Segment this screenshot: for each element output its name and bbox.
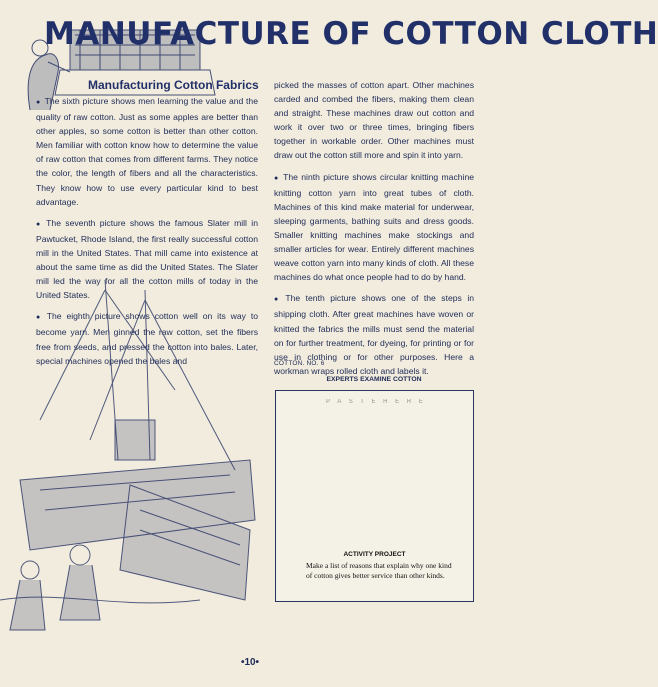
bullet-icon: ● — [274, 296, 282, 304]
ship-illustration — [0, 270, 275, 650]
page-number: •10• — [240, 657, 260, 668]
activity-project-text: Make a list of reasons that explain why one kind of cotton gives better service than other kinds. — [306, 561, 452, 580]
bullet-icon: ● — [36, 220, 43, 228]
paste-here-label: P A S T E H E R E — [326, 399, 426, 405]
paragraph-continued: picked the masses of cotton apart. Other machines carded and combed the fibers, making them clean and straight. These machines draw out cotton and work it over two or three times, bringing fibers together in workable order. Other machines must draw out the cotton still more and spin it into yarn. — [274, 80, 474, 161]
bullet-icon: ● — [274, 174, 280, 182]
paste-picture-box — [275, 390, 474, 602]
paragraph-seventh-picture: ● The seventh picture shows the famous Slater mill in Pawtucket, Rhode Island, the first really successful cotton mill in the United States. That mill came into existence at about the same time as did the United States. The Slater mill led the way for all the cotton mills of today in the United States. — [36, 217, 258, 301]
picture-number: COTTON. NO. 6 — [274, 360, 325, 367]
activity-project-title: ACTIVITY PROJECT — [343, 551, 406, 558]
bullet-icon: ● — [36, 99, 41, 106]
right-column — [274, 78, 474, 385]
picture-caption: EXPERTS EXAMINE COTTON — [326, 376, 422, 383]
paragraph-sixth-picture: ● The sixth picture shows men learning the value and the quality of raw cotton. Just as some apples are better than other apples, so some cotton is better than other cotton. Men familiar with cotton know how to determine the value of raw cotton that comes from different farms. They notice the color, the length of fibers and all the characteristics. They know how to use every particular kind to best advantage. — [36, 96, 258, 207]
bullet-icon: ● — [36, 314, 43, 322]
page-title: MANUFACTURE OF COTTON CLOTH — [44, 16, 658, 52]
paragraph-ninth-picture: ● The ninth picture shows circular knitting machine knitting cotton yarn into great tubes of cloth. Machines of this kind make material for underwear, sleeping garments, bathing suits and dress goods. Smaller knitting machines make stockings and smaller articles for wear. Entirely different machines weave cotton yarn into many kinds of cloth. All these machines do what once people had to do by hand. — [274, 171, 475, 283]
paragraph-tenth-picture: ● The tenth picture shows one of the steps in shipping cloth. After great machines have woven or knitted the fabrics the mills must send the material on for further treatment, for dyeing, for printing or for use in clothing or for other purposes. Here a workman wraps rolled cloth and labels it. — [274, 293, 475, 376]
paragraph-eighth-picture: ● The eighth picture shows cotton well on its way to become yarn. Men ginned the raw cotton, set the fibers free from seeds, and pressed the cotton into bales. Later, special machines opened the bales and — [36, 311, 259, 366]
section-heading: Manufacturing Cotton Fabrics — [88, 78, 259, 92]
